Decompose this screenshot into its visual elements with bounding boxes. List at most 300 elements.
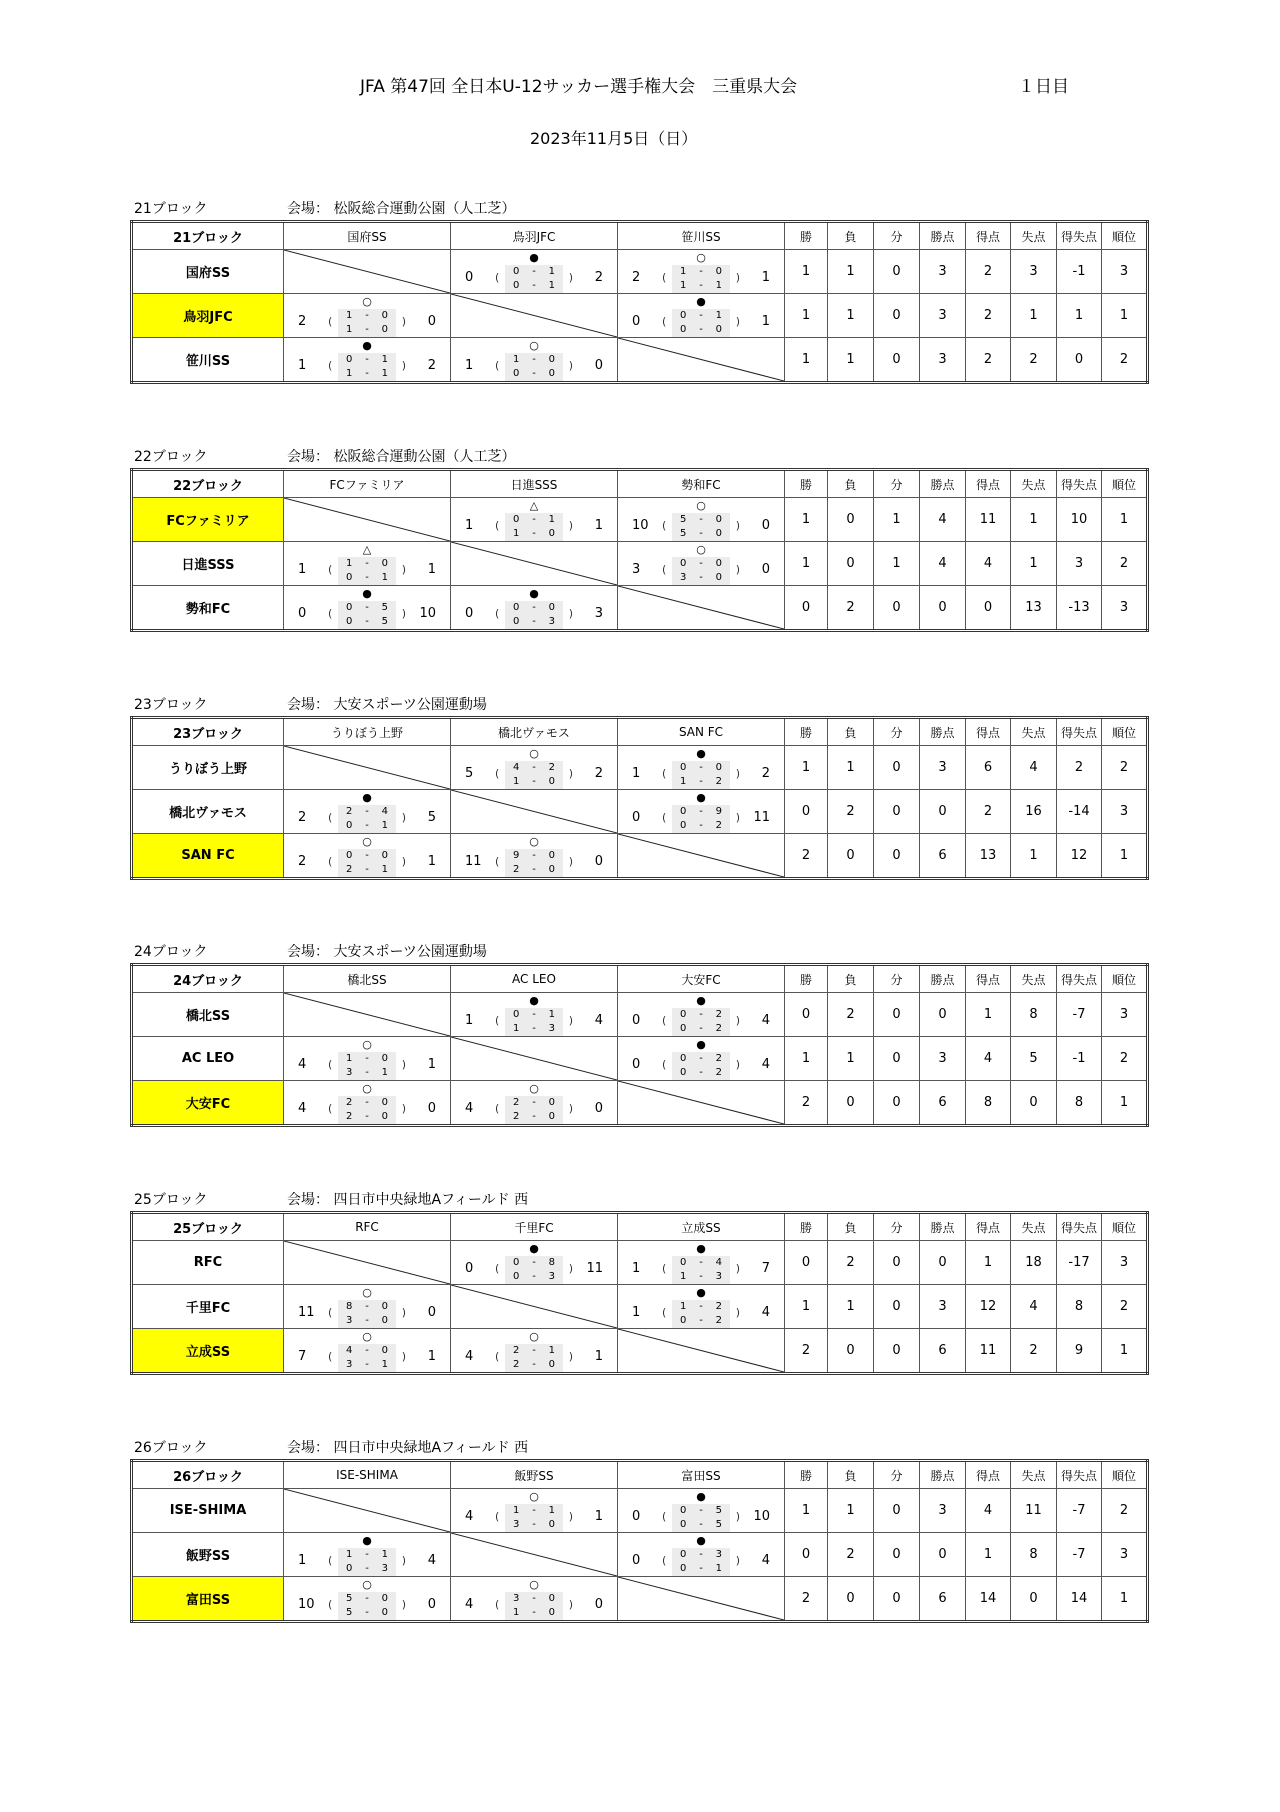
row-team: 飯野SS [132,1533,284,1577]
diagonal-cell [451,1533,618,1577]
match-cell [451,993,618,1037]
half-dash: - [699,572,703,583]
half-right: 0 [381,1301,388,1312]
stat-cell: 0 [920,993,966,1037]
half-row [338,1606,396,1620]
half-right: 0 [548,1359,555,1370]
half-row [672,1008,730,1022]
stat-cell: 2 [1102,338,1148,383]
paren-close: ) [401,1598,406,1611]
stat-cell: 1 [785,498,828,542]
half-right: 5 [715,1505,722,1516]
half-right: 1 [381,572,388,583]
venue [287,198,515,218]
venue-name: 四日市中央緑地Aフィールド 西 [333,1440,529,1456]
half-left: 2 [513,864,520,875]
table-row [132,498,1148,542]
block-section [130,692,1146,880]
half-right: 1 [381,820,388,831]
half-left: 0 [680,324,687,335]
row-team: 日進SSS [132,542,284,586]
match-result [618,542,784,585]
half-left: 3 [513,1593,520,1604]
column-header: 勝 [785,222,828,250]
venue-name: 大安スポーツ公園運動場 [333,944,487,960]
half-dash: - [365,1053,369,1064]
stat-cell: -7 [1057,1533,1102,1577]
result-mark: ○ [696,543,706,556]
paren-open: ( [662,1058,667,1071]
paren-close: ) [401,563,406,576]
column-team: 富田SS [618,1461,785,1489]
stat-cell: 2 [1102,1037,1148,1081]
stat-cell: 8 [966,1081,1011,1126]
paren-close: ) [401,811,406,824]
venue-name: 四日市中央緑地Aフィールド 西 [333,1192,529,1208]
half-row [338,1344,396,1358]
half-dash: - [365,1593,369,1604]
column-header: 失点 [1011,470,1057,498]
stat-cell: 2 [1011,338,1057,383]
half-dash: - [532,776,536,787]
diagonal-cell [618,586,785,631]
half-row [338,1548,396,1562]
paren-close: ) [735,519,740,532]
paren-open: ( [662,271,667,284]
stat-cell: 1 [1102,498,1148,542]
half-row [672,761,730,775]
half-right: 0 [381,558,388,569]
half-dash: - [699,762,703,773]
block-name: 24ブロック [134,944,208,960]
half-row [505,1592,563,1606]
row-team: 橋北ヴァモス [132,790,284,834]
column-team: ISE-SHIMA [284,1461,451,1489]
result-mark: ● [696,747,706,760]
stat-cell: 3 [1102,586,1148,631]
score-right: 10 [753,1509,770,1524]
half-dash: - [532,616,536,627]
half-right: 1 [548,1345,555,1356]
score-right: 1 [594,518,603,533]
score-right: 1 [594,1509,603,1524]
score-right: 4 [427,1553,436,1568]
half-right: 2 [715,1067,722,1078]
half-row [505,761,563,775]
half-right: 2 [548,762,555,773]
match-result [284,338,450,381]
half-left: 0 [680,310,687,321]
day-label: １日目 [1018,77,1069,97]
score-left: 1 [465,358,474,373]
match-cell [618,1037,785,1081]
score-right: 1 [427,1349,436,1364]
stat-cell: 1 [1102,1329,1148,1374]
match-result [284,1081,450,1124]
diagonal-cell [618,1577,785,1622]
half-left: 5 [680,528,687,539]
paren-close: ) [735,1554,740,1567]
table-row [132,1285,1148,1329]
half-left: 0 [346,850,353,861]
stat-cell: 3 [1102,790,1148,834]
stat-cell: 0 [828,834,874,879]
paren-close: ) [568,1510,573,1523]
column-header: 得点 [966,718,1011,746]
stat-cell: 0 [785,586,828,631]
half-dash: - [365,806,369,817]
score-right: 4 [761,1553,770,1568]
result-mark: ○ [529,1330,539,1343]
stat-cell: 4 [1011,1285,1057,1329]
half-left: 5 [346,1593,353,1604]
paren-close: ) [568,607,573,620]
column-header: 順位 [1102,718,1148,746]
paren-open: ( [495,1262,500,1275]
stat-cell: 0 [920,586,966,631]
half-dash: - [699,280,703,291]
half-left: 0 [346,602,353,613]
score-left: 0 [465,606,474,621]
paren-close: ) [401,1350,406,1363]
half-row [672,775,730,789]
half-right: 3 [548,1271,555,1282]
half-left: 2 [513,1345,520,1356]
half-right: 0 [381,850,388,861]
column-team: 鳥羽JFC [451,222,618,250]
half-left: 0 [680,806,687,817]
stat-cell: 10 [1057,498,1102,542]
header-row [132,1461,1148,1489]
half-dash: - [699,266,703,277]
stat-cell: -17 [1057,1241,1102,1285]
score-left: 1 [298,1553,307,1568]
half-right: 3 [548,616,555,627]
half-row [505,1358,563,1372]
half-row [505,279,563,293]
paren-open: ( [328,855,333,868]
match-cell [284,542,451,586]
stat-cell: 1 [1011,834,1057,879]
score-right: 1 [761,314,770,329]
score-left: 11 [298,1305,315,1320]
stat-cell: -7 [1057,993,1102,1037]
half-right: 0 [548,1111,555,1122]
stat-cell: 2 [828,1241,874,1285]
column-header: 負 [828,1213,874,1241]
half-left: 0 [680,1257,687,1268]
half-row [672,1270,730,1284]
stat-cell: -1 [1057,1037,1102,1081]
half-right: 2 [715,1315,722,1326]
column-header: 分 [874,1213,920,1241]
standings-table [130,963,1149,1127]
half-row [505,1096,563,1110]
score-right: 4 [761,1057,770,1072]
paren-open: ( [662,519,667,532]
stat-cell: -13 [1057,586,1102,631]
diagonal-cell [618,338,785,383]
stat-cell: 0 [874,1241,920,1285]
half-scores [338,1592,396,1620]
half-left: 0 [680,820,687,831]
match-result [618,746,784,789]
half-dash: - [532,1023,536,1034]
half-right: 2 [715,1301,722,1312]
column-header: 得点 [966,1461,1011,1489]
stat-cell: 0 [785,1241,828,1285]
stat-cell: 3 [1057,542,1102,586]
stat-cell: 4 [966,1489,1011,1533]
column-header: 負 [828,965,874,993]
paren-open: ( [328,1102,333,1115]
paren-open: ( [328,359,333,372]
score-right: 10 [419,606,436,621]
paren-close: ) [735,1306,740,1319]
half-dash: - [365,1067,369,1078]
block-section [130,1187,1146,1375]
match-result [284,542,450,585]
half-right: 9 [715,806,722,817]
half-row [672,1518,730,1532]
half-dash: - [532,1009,536,1020]
column-team: AC LEO [451,965,618,993]
block-header [130,444,1146,468]
paren-open: ( [662,767,667,780]
row-team: RFC [132,1241,284,1285]
row-team: SAN FC [132,834,284,879]
diagonal-cell [451,294,618,338]
match-result [618,1489,784,1532]
result-mark: ○ [696,499,706,512]
stat-cell: 3 [920,1285,966,1329]
half-dash: - [365,368,369,379]
half-scores [505,1592,563,1620]
half-row [505,601,563,615]
half-right: 1 [715,1563,722,1574]
table-row [132,586,1148,631]
half-row [338,863,396,877]
match-result [284,790,450,833]
result-mark: ○ [529,1082,539,1095]
stat-cell: 12 [966,1285,1011,1329]
half-right: 0 [381,1111,388,1122]
stat-cell: 2 [1011,1329,1057,1374]
half-scores [672,557,730,585]
stat-cell: 14 [966,1577,1011,1622]
half-right: 8 [548,1257,555,1268]
result-mark: ○ [362,1330,372,1343]
stat-cell: 3 [920,338,966,383]
match-result [284,294,450,337]
half-left: 1 [513,1505,520,1516]
match-cell [618,1285,785,1329]
half-row [672,1548,730,1562]
half-left: 1 [346,368,353,379]
half-scores [505,1504,563,1532]
stat-cell: 0 [785,790,828,834]
column-team: 国府SS [284,222,451,250]
column-header: 順位 [1102,965,1148,993]
column-header: 勝 [785,1461,828,1489]
table-row [132,1241,1148,1285]
result-mark: ○ [529,835,539,848]
stat-cell: 0 [920,790,966,834]
half-dash: - [699,514,703,525]
half-row [505,1022,563,1036]
venue [287,941,487,961]
half-dash: - [365,572,369,583]
match-result [451,746,617,789]
half-right: 1 [548,514,555,525]
half-dash: - [699,1009,703,1020]
paren-close: ) [568,1598,573,1611]
half-right: 0 [715,324,722,335]
column-header: 分 [874,718,920,746]
venue-label: 会場： [287,201,329,217]
half-left: 0 [680,1315,687,1326]
half-row [338,353,396,367]
stat-cell: 2 [966,790,1011,834]
half-dash: - [699,820,703,831]
half-scores [338,1052,396,1080]
half-left: 0 [680,762,687,773]
stat-cell: 1 [828,1285,874,1329]
half-row [338,1562,396,1576]
half-row [505,1270,563,1284]
half-row [338,367,396,381]
diagonal-cell [284,1489,451,1533]
half-left: 3 [346,1315,353,1326]
half-left: 1 [680,776,687,787]
half-right: 1 [548,280,555,291]
half-dash: - [699,1315,703,1326]
result-mark: ○ [362,835,372,848]
paren-open: ( [328,811,333,824]
score-left: 0 [632,810,641,825]
half-dash: - [365,558,369,569]
match-cell [284,1329,451,1374]
half-row [505,615,563,629]
half-dash: - [532,602,536,613]
half-left: 0 [513,616,520,627]
half-dash: - [699,776,703,787]
score-right: 1 [427,562,436,577]
score-left: 0 [465,1261,474,1276]
row-team: 富田SS [132,1577,284,1622]
half-left: 0 [346,820,353,831]
column-team: SAN FC [618,718,785,746]
result-mark: ● [696,1038,706,1051]
venue-name: 大安スポーツ公園運動場 [333,697,487,713]
half-left: 0 [346,616,353,627]
half-dash: - [365,324,369,335]
table-row [132,1489,1148,1533]
paren-close: ) [568,359,573,372]
half-scores [672,1008,730,1036]
half-row [672,1022,730,1036]
row-team: 橋北SS [132,993,284,1037]
half-dash: - [532,528,536,539]
column-header: 勝 [785,718,828,746]
venue-label: 会場： [287,697,329,713]
half-right: 5 [715,1519,722,1530]
block-name: 21ブロック [134,201,208,217]
score-left: 2 [632,270,641,285]
score-left: 1 [298,358,307,373]
stat-cell: 3 [1102,1241,1148,1285]
result-mark: ● [362,791,372,804]
match-result [451,1081,617,1124]
venue-label: 会場： [287,449,329,465]
half-scores [338,557,396,585]
half-scores [338,1548,396,1576]
stat-cell: 0 [828,498,874,542]
diagonal-cell [451,1037,618,1081]
half-row [505,1606,563,1620]
score-right: 0 [594,1101,603,1116]
half-row [672,1562,730,1576]
match-cell [284,834,451,879]
standings-table [130,468,1149,632]
row-team: 笹川SS [132,338,284,383]
half-right: 0 [548,1097,555,1108]
half-left: 0 [513,266,520,277]
half-left: 1 [680,1301,687,1312]
half-row [672,557,730,571]
column-header: 勝 [785,965,828,993]
stat-cell: -7 [1057,1489,1102,1533]
stat-cell: 0 [828,1329,874,1374]
half-left: 0 [513,514,520,525]
half-row [672,279,730,293]
stat-cell: 1 [1102,1081,1148,1126]
match-result [618,790,784,833]
half-right: 2 [715,1023,722,1034]
column-header: 勝点 [920,470,966,498]
half-scores [672,265,730,293]
half-right: 2 [715,820,722,831]
page-title: JFA 第47回 全日本U-12サッカー選手権大会 三重県大会 [360,77,798,97]
match-result [284,586,450,629]
result-mark: ● [362,587,372,600]
half-right: 2 [715,776,722,787]
column-header: 失点 [1011,222,1057,250]
half-right: 5 [381,616,388,627]
match-cell [618,1489,785,1533]
venue-name: 松阪総合運動公園（人工芝） [333,201,516,217]
half-row [672,527,730,541]
match-cell [618,542,785,586]
score-left: 0 [298,606,307,621]
stat-cell: 1 [785,250,828,294]
half-left: 0 [513,602,520,613]
half-row [672,819,730,833]
paren-open: ( [495,1598,500,1611]
paren-open: ( [495,855,500,868]
venue-label: 会場： [287,1440,329,1456]
half-left: 8 [346,1301,353,1312]
match-result [451,834,617,877]
match-result [618,1533,784,1576]
score-left: 0 [632,1013,641,1028]
match-cell [451,586,618,631]
column-header: 分 [874,222,920,250]
result-mark: ○ [362,1578,372,1591]
paren-close: ) [401,1102,406,1115]
paren-close: ) [735,563,740,576]
half-right: 1 [715,310,722,321]
